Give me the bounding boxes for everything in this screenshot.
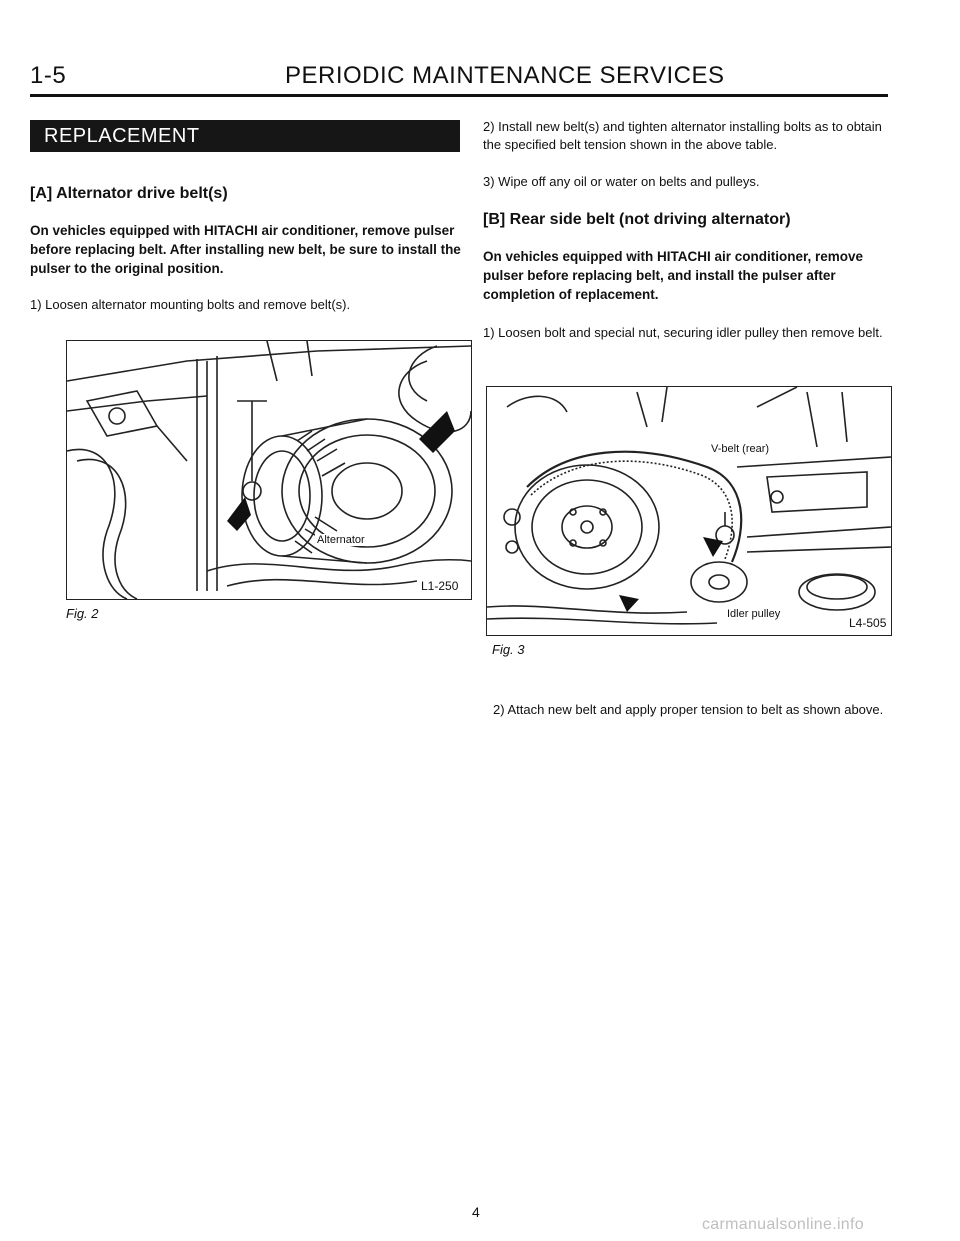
- fig2-code: L1-250: [421, 579, 459, 593]
- section-page-number: 1-5: [30, 62, 67, 89]
- warning-alternator: On vehicles equipped with HITACHI air conditioner, remove pulser before replacing belt. After installing new belt, be sure to install the pulser to the original position.: [30, 223, 461, 276]
- page-header: [30, 62, 890, 92]
- alternator-illustration: [67, 341, 471, 599]
- step-b-2: 2) Attach new belt and apply proper tension to belt as shown above.: [493, 702, 884, 717]
- step-a-1: 1) Loosen alternator mounting bolts and remove belt(s).: [30, 297, 351, 312]
- page-title: PERIODIC MAINTENANCE SERVICES: [285, 62, 725, 89]
- watermark-text: carmanualsonline.info: [702, 1216, 864, 1233]
- header-rule: [30, 94, 888, 97]
- fig2-caption: Fig. 2: [66, 606, 99, 621]
- page-number: 4: [472, 1204, 480, 1220]
- fig3-code: L4-505: [849, 616, 887, 630]
- fig3-caption: Fig. 3: [492, 642, 525, 657]
- step-a-2: 2) Install new belt(s) and tighten alternator installing bolts as to obtain the specified belt tension shown in the above table.: [483, 119, 882, 152]
- step-a-3: 3) Wipe off any oil or water on belts and pulleys.: [483, 174, 760, 189]
- fig2-label-alternator: Alternator: [317, 534, 365, 546]
- warning-rear-belt: On vehicles equipped with HITACHI air conditioner, remove pulser before replacing belt, and install the pulser after completion of replacement.: [483, 249, 864, 302]
- figure-3: [486, 386, 892, 636]
- replacement-banner: REPLACEMENT: [30, 120, 460, 152]
- heading-alternator-belt: [A] Alternator drive belt(s): [30, 185, 228, 202]
- fig3-label-idler: Idler pulley: [727, 608, 781, 620]
- figure-2: [66, 340, 472, 600]
- step-b-1: 1) Loosen bolt and special nut, securing idler pulley then remove belt.: [483, 325, 883, 340]
- idler-pulley-illustration: [487, 387, 891, 635]
- heading-rear-belt: [B] Rear side belt (not driving alternator): [483, 211, 791, 228]
- fig3-label-vbelt: V-belt (rear): [711, 443, 770, 455]
